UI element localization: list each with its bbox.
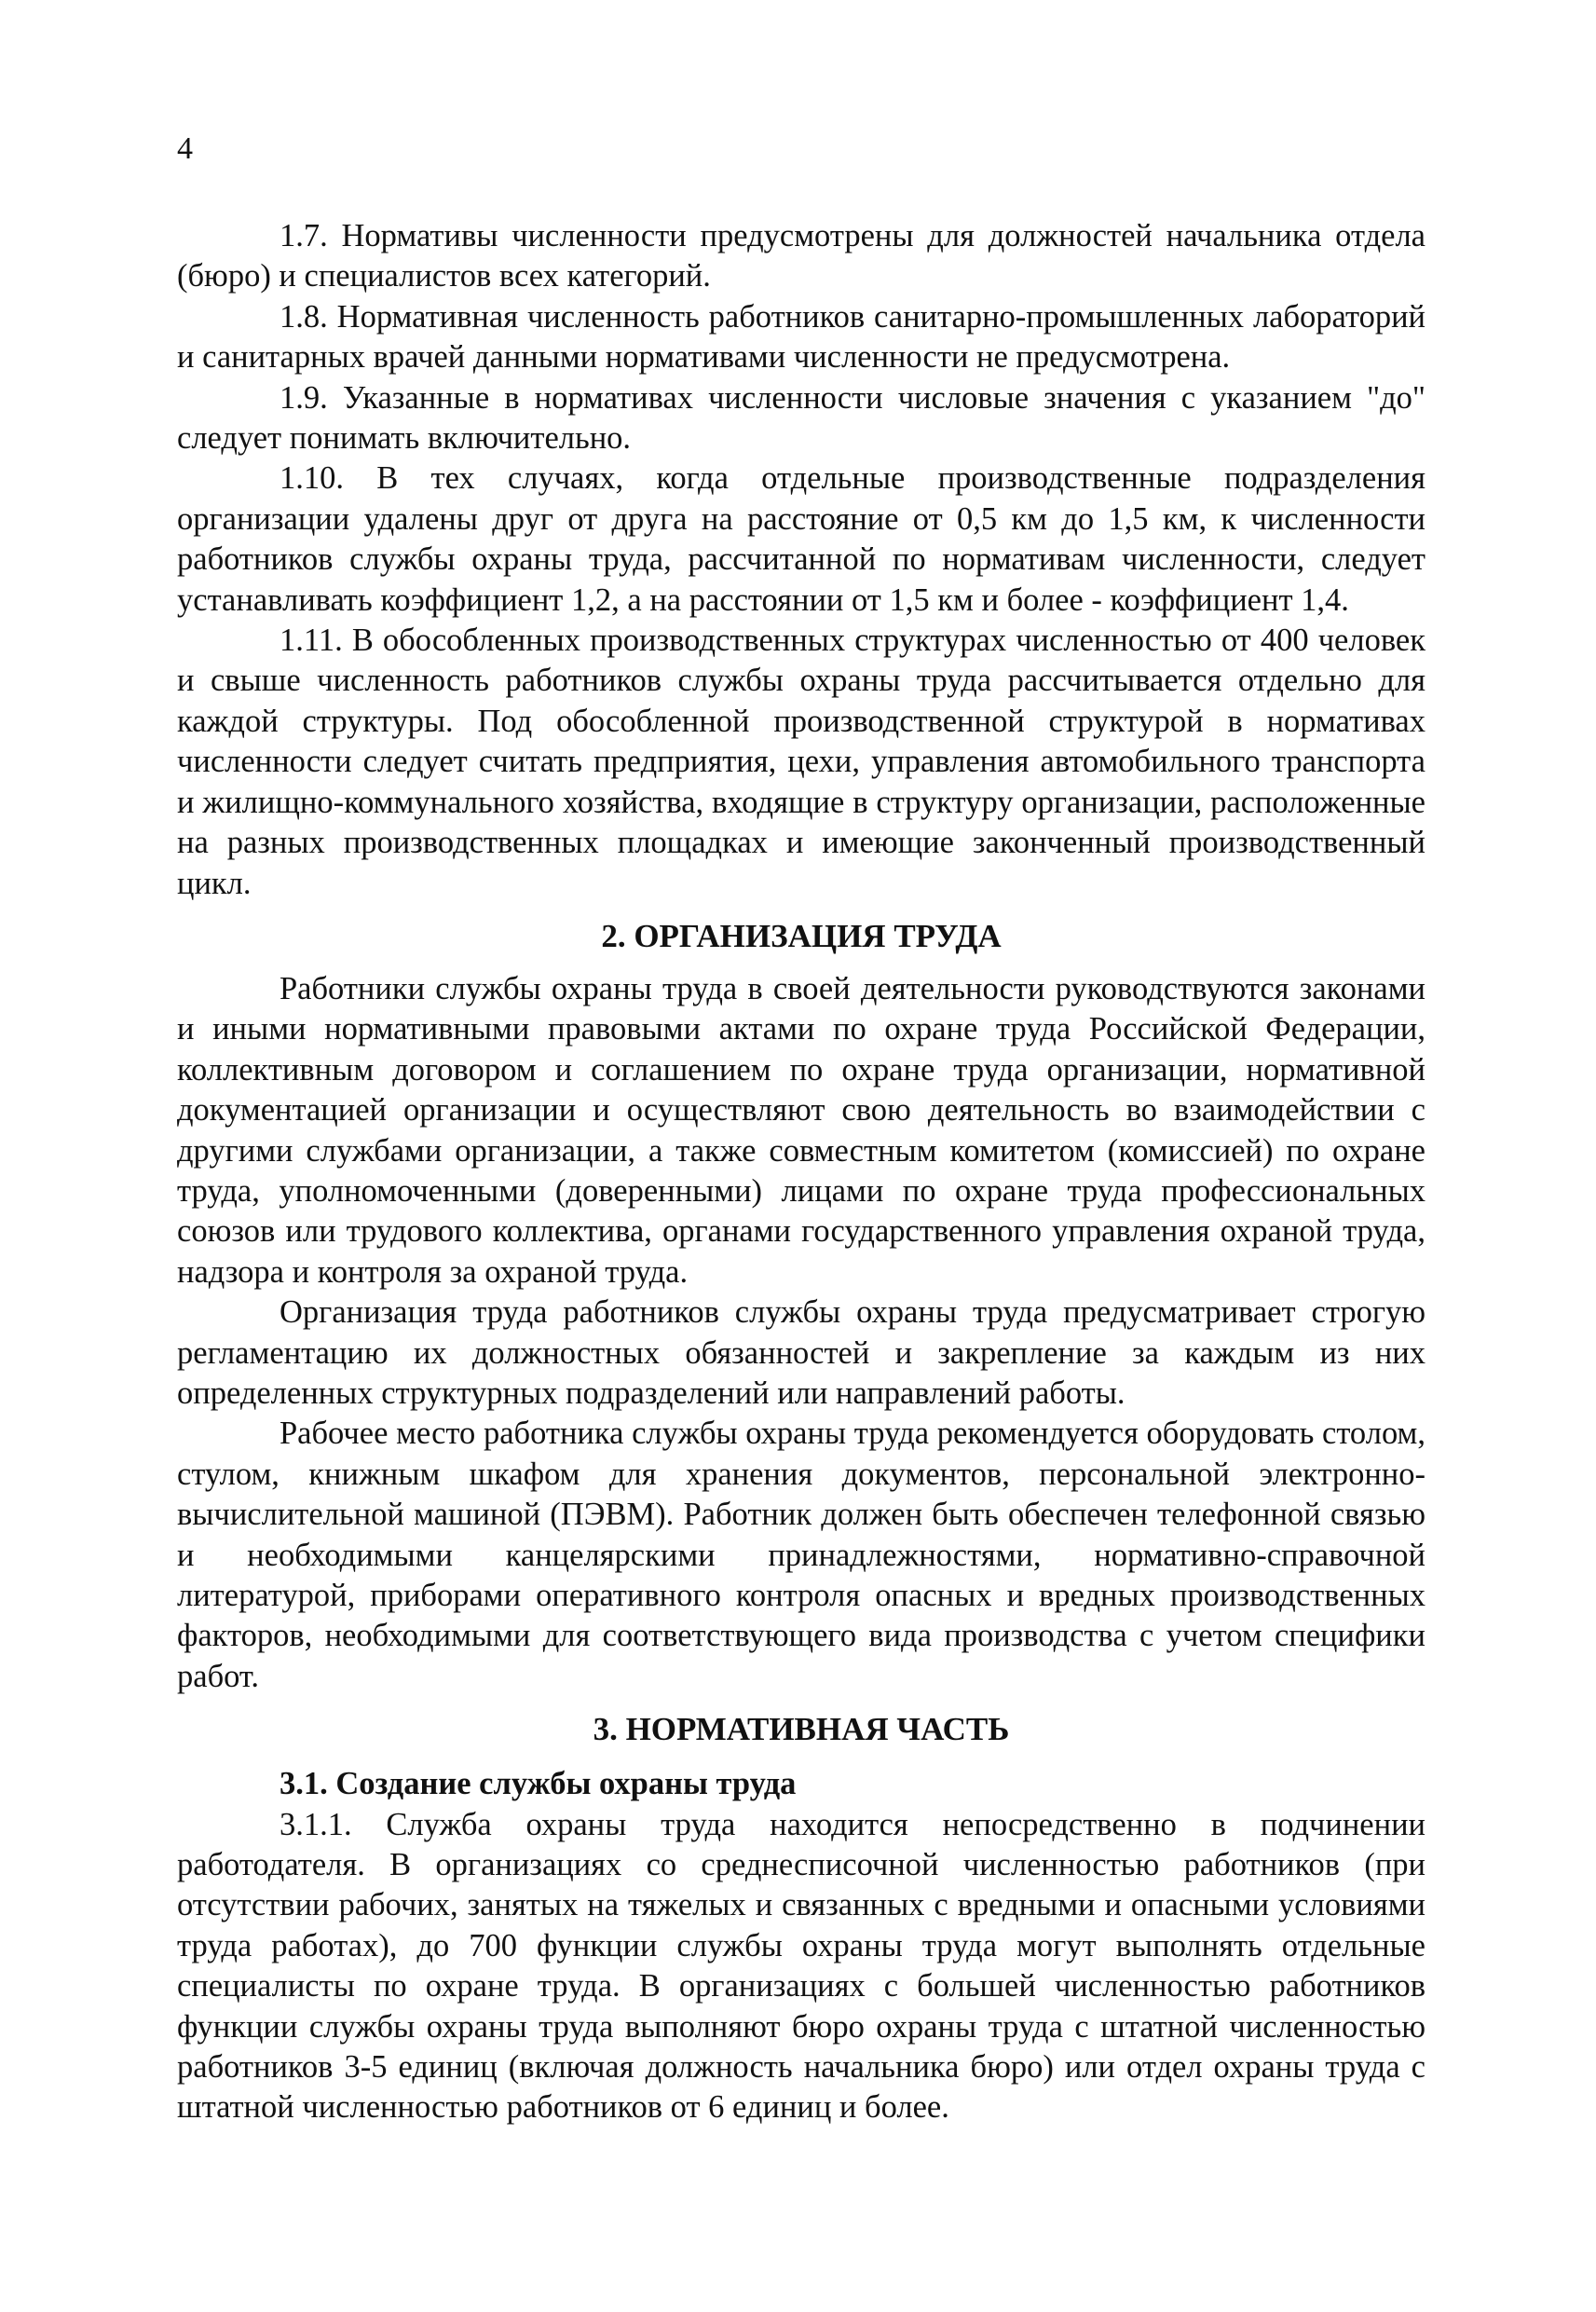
section-2-heading: 2. ОРГАНИЗАЦИЯ ТРУДА xyxy=(601,917,1002,954)
paragraph-1-11: 1.11. В обособленных производственных структурах численностью от 400 человек и свыше численность работников службы охраны труда рассчитывается отдельно для каждой структуры. Под обособленной производственной структурой в нормативах численности следует считать предприятия, цехи, управления автомобильного транспорта и жилищно-коммунального хозяйства, входящие в структуру организации, расположенные на разных производственных площадках и имеющие законченный производственный цикл. xyxy=(177,622,1425,901)
section-3-heading: 3. НОРМАТИВНАЯ ЧАСТЬ xyxy=(593,1711,1010,1748)
paragraph-1-10: 1.10. В тех случаях, когда отдельные производственные подразделения организации удалены друг от друга на расстояние от 0,5 км до 1,5 км, к численности работников службы охраны труда, рассчитанной по нормативам численности, следует устанавливать коэффициент 1,2, а на расстоянии от 1,5 км и более - коэффициент 1,4. xyxy=(177,460,1425,618)
paragraph-1-9: 1.9. Указанные в нормативах численности числовые значения с указанием "до" следует понимать включительно. xyxy=(177,379,1425,457)
section-2-paragraph: Работники службы охраны труда в своей деятельности руководствуются законами и иными нормативными правовыми актами по охране труда Российской Федерации, коллективным договором и соглашением по охране труда организации, нормативной документацией организации и осуществляют свою деятельность во взаимодействии с другими службами организации, а также совместным комитетом (комиссией) по охране труда, уполномоченными (доверенными) лицами по охране труда профессиональных союзов или трудового коллектива, органами государственного управления охраной труда, надзора и контроля за охраной труда. xyxy=(177,970,1425,1290)
paragraph-1-8: 1.8. Нормативная численность работников санитарно-промышленных лабораторий и санитарных врачей данными нормативами численности не предусмотрена. xyxy=(177,298,1425,376)
paragraph-1-7: 1.7. Нормативы численности предусмотрены для должностей начальника отдела (бюро) и специалистов всех категорий. xyxy=(177,218,1425,294)
section-2-paragraph: Организация труда работников службы охраны труда предусматривает строгую регламентацию их должностных обязанностей и закрепление за каждым из них определенных структурных подразделений или направлений работы. xyxy=(177,1294,1425,1411)
page-number: 4 xyxy=(177,131,193,166)
document-body xyxy=(177,216,1425,2128)
subsection-3-1-heading: 3.1. Создание службы охраны труда xyxy=(280,1766,797,1802)
paragraph-3-1-1: 3.1.1. Служба охраны труда находится непосредственно в подчинении работодателя. В организациях со среднесписочной численностью работников (при отсутствии рабочих, занятых на тяжелых и связанных с вредными и опасными условиями труда работах), до 700 функции службы охраны труда могут выполнять отдельные специалисты по охране труда. В организациях с большей численностью работников функции службы охраны труда выполняют бюро охраны труда с штатной численностью работников 3-5 единиц (включая должность начальника бюро) или отдел охраны труда с штатной численностью работников от 6 единиц и более. xyxy=(177,1806,1425,2126)
section-2-paragraph: Рабочее место работника службы охраны труда рекомендуется оборудовать столом, стулом, книжным шкафом для хранения документов, персональной электронно-вычислительной машиной (ПЭВМ). Работник должен быть обеспечен телефонной связью и необходимыми канцелярскими принадлежностями, нормативно-справочной литературой, приборами оперативного контроля опасных и вредных производственных факторов, необходимыми для соответствующего вида производства с учетом специфики работ. xyxy=(177,1416,1425,1694)
